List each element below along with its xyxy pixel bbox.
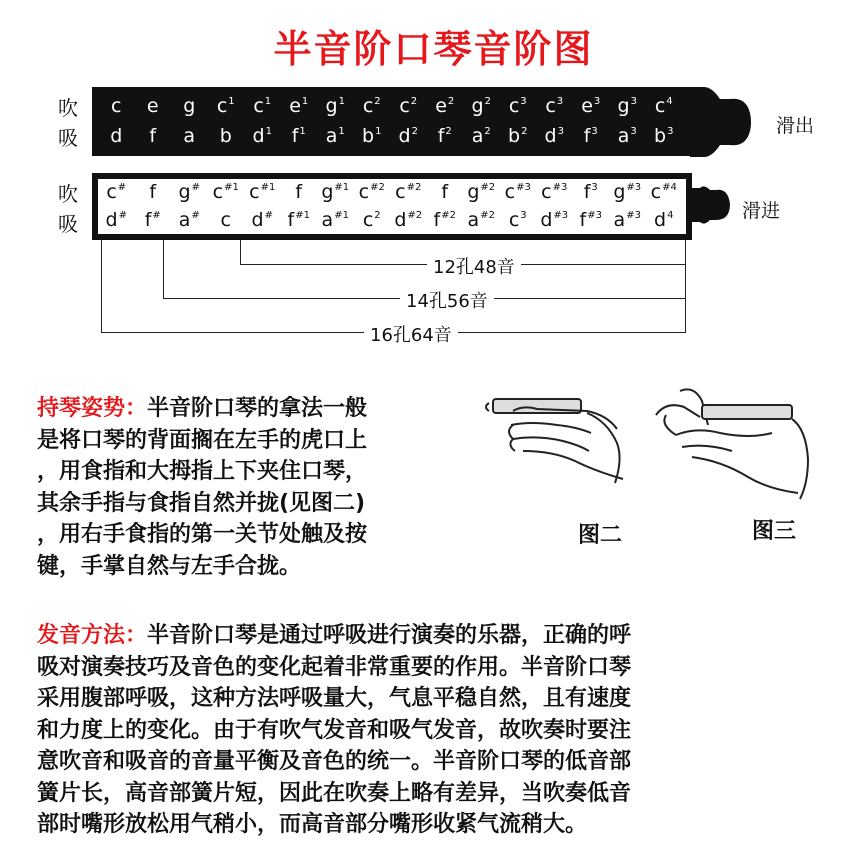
- harmonica-1-draw-note-13: $f^3$: [583, 125, 598, 147]
- harmonica-1-draw-note-0: d: [110, 125, 123, 147]
- method-line-3: 和力度上的变化。由于有吹气发音和吸气发音，故吹奏时要注: [37, 717, 632, 743]
- blow-label-2: 吹: [58, 182, 78, 206]
- harmonica-1-draw-note-12: $d^3$: [544, 125, 564, 147]
- harmonica-1-blow-note-14: $g^3$: [617, 95, 637, 117]
- harmonica-2-draw-note-10: $a^{\#2}$: [467, 209, 495, 231]
- harmonica-2-draw-note-9: $f^{\#2}$: [433, 209, 456, 231]
- harmonica-2-blow-note-15: $c^{\#4}$: [650, 181, 677, 203]
- harmonica-1-draw-note-14: $a^3$: [617, 125, 637, 147]
- harmonica-2-blow-note-1: f: [149, 181, 157, 203]
- harmonica-2-blow-note-14: $g^{\#3}$: [613, 181, 642, 203]
- harmonica-2-draw-note-1: f#: [144, 209, 161, 231]
- harmonica-2-blow-note-8: $c^{\#2}$: [395, 181, 422, 203]
- harmonica-1-blow-note-0: c: [111, 95, 122, 117]
- harmonica-1-body: [92, 87, 692, 156]
- figure-3-caption: 图三: [752, 518, 797, 544]
- harmonica-1-blow-note-6: $g^1$: [325, 95, 345, 117]
- posture-line-0: 半音阶口琴的拿法一般: [147, 396, 368, 421]
- range-right-tick: [685, 240, 686, 333]
- harmonica-1-draw-note-1: f: [149, 125, 157, 147]
- harmonica-1-draw-note-8: $d^2$: [398, 125, 418, 147]
- harmonica-1-blow-note-2: g: [183, 95, 196, 117]
- method-line-4: 意吹音和吸音的音量平衡及音色的统一。半音阶口琴的低音部: [37, 749, 632, 774]
- harmonica-2-blow-note-11: $c^{\#3}$: [504, 181, 531, 203]
- slide-button-out-icon: [690, 87, 770, 157]
- draw-label-1: 吸: [58, 126, 78, 150]
- harmonica-1-blow-note-9: $e^2$: [435, 95, 455, 117]
- hand-illustration-3: [646, 385, 816, 515]
- harmonica-1-blow-note-12: $c^3$: [545, 95, 564, 117]
- method-heading: 发音方法：: [37, 623, 148, 648]
- harmonica-1-blow-note-7: $c^2$: [362, 95, 381, 117]
- harmonica-1-draw-note-9: $f^2$: [437, 125, 452, 147]
- harmonica-2-blow-note-10: $g^{\#2}$: [467, 181, 496, 203]
- harmonica-1-blow-note-13: $e^3$: [581, 95, 601, 117]
- posture-heading: 持琴姿势：: [37, 396, 148, 421]
- harmonica-2-draw-note-14: $a^{\#3}$: [613, 209, 641, 231]
- method-paragraph: [37, 620, 837, 841]
- posture-line-3: 其余手指与食指自然并拢(见图二): [37, 490, 366, 516]
- harmonica-2-blow-note-0: c#: [106, 181, 127, 203]
- harmonica-2-draw-note-6: $a^{\#1}$: [321, 209, 349, 231]
- method-line-1: 吸对演奏技巧及音色的变化起着非常重要的作用。半音阶口琴: [37, 654, 632, 680]
- range-12-tick: [240, 240, 241, 265]
- posture-line-2: ，用食指和大拇指上下夹住口琴，: [37, 459, 368, 484]
- harmonica-1-draw-note-2: a: [183, 125, 196, 147]
- harmonica-2-draw-note-4: d#: [251, 209, 273, 231]
- harmonica-1-blow-note-1: e: [146, 95, 159, 117]
- harmonica-2-blow-note-5: f: [295, 181, 303, 203]
- range-14-label: 14孔56音: [400, 287, 494, 313]
- harmonica-2-draw-note-2: a#: [178, 209, 200, 231]
- slide-button-in-icon: [690, 180, 740, 232]
- harmonica-2-draw-note-15: $d^4$: [654, 209, 674, 231]
- harmonica-2-blow-note-2: g#: [178, 181, 200, 203]
- harmonica-2-draw-note-0: d#: [105, 209, 127, 231]
- harmonica-1-draw-row: [98, 125, 686, 147]
- harmonica-2-blow-note-7: $c^{\#2}$: [358, 181, 385, 203]
- method-line-5: 簧片长，高音部簧片短，因此在吹奏上略有差异，当吹奏低音: [37, 780, 632, 806]
- harmonica-2-draw-note-5: $f^{\#1}$: [287, 209, 310, 231]
- harmonica-2-blow-note-12: $c^{\#3}$: [541, 181, 568, 203]
- posture-paragraph: [37, 393, 477, 582]
- range-16-tick: [101, 240, 102, 333]
- harmonica-2-blow-row: [98, 181, 686, 203]
- posture-line-1: 是将口琴的背面搁在左手的虎口上: [37, 427, 368, 453]
- slide-out-label: 滑出: [776, 115, 815, 137]
- harmonica-1-draw-note-15: $b^3$: [654, 125, 674, 147]
- method-line-6: 部时嘴形放松用气稍小，而高音部分嘴形收紧气流稍大。: [37, 812, 588, 837]
- harmonica-1-blow-note-10: $g^2$: [471, 95, 491, 117]
- method-line-2: 采用腹部呼吸，这种方法呼吸量大，气息平稳自然，且有速度: [37, 686, 632, 711]
- harmonica-1-blow-note-11: $c^3$: [508, 95, 527, 117]
- harmonica-1-draw-note-5: $f^1$: [291, 125, 306, 147]
- harmonica-1-blow-note-3: $c^1$: [216, 95, 235, 117]
- harmonica-1-blow-note-15: $c^4$: [654, 95, 673, 117]
- harmonica-2-blow-note-13: $f^3$: [583, 181, 598, 203]
- posture-line-4: ，用右手食指的第一关节处触及按: [37, 522, 368, 547]
- harmonica-1-draw-note-11: $b^2$: [508, 125, 528, 147]
- harmonica-2-draw-row: [98, 209, 686, 231]
- harmonica-2-draw-note-7: $c^2$: [362, 209, 381, 231]
- harmonica-1-draw-note-6: $a^1$: [325, 125, 345, 147]
- blow-label-1: 吹: [58, 96, 78, 120]
- harmonica-2-draw-note-12: $d^{\#3}$: [540, 209, 569, 231]
- posture-line-5: 键，手掌自然与左手合拢。: [37, 553, 302, 579]
- harmonica-2-blow-note-3: $c^{\#1}$: [212, 181, 239, 203]
- harmonica-1-blow-note-4: $c^1$: [253, 95, 272, 117]
- harmonica-2-blow-note-4: $c^{\#1}$: [249, 181, 276, 203]
- harmonica-2-draw-note-3: c: [220, 209, 231, 231]
- harmonica-2-blow-note-9: f: [441, 181, 449, 203]
- harmonica-2-draw-note-11: $c^3$: [508, 209, 527, 231]
- harmonica-2-body: [92, 173, 692, 240]
- draw-label-2: 吸: [58, 212, 78, 236]
- harmonica-2-draw-note-13: $f^{\#3}$: [579, 209, 602, 231]
- method-line-0: 半音阶口琴是通过呼吸进行演奏的乐器，正确的呼: [147, 623, 632, 648]
- harmonica-1-draw-note-7: $b^1$: [362, 125, 382, 147]
- range-14-tick: [163, 240, 164, 299]
- harmonica-2-blow-note-6: $g^{\#1}$: [321, 181, 350, 203]
- slide-in-label: 滑进: [742, 200, 781, 222]
- harmonica-1-draw-note-3: b: [219, 125, 232, 147]
- range-16-label: 16孔64音: [364, 321, 458, 347]
- harmonica-2-draw-note-8: $d^{\#2}$: [394, 209, 423, 231]
- harmonica-1-blow-row: [98, 95, 686, 117]
- page-title: 半音阶口琴音阶图: [273, 27, 594, 71]
- hand-illustration-2: [483, 385, 633, 515]
- range-12-label: 12孔48音: [427, 253, 521, 279]
- harmonica-1-draw-note-10: $a^2$: [471, 125, 491, 147]
- figure-2-caption: 图二: [578, 522, 623, 548]
- harmonica-1-draw-note-4: $d^1$: [252, 125, 272, 147]
- harmonica-1-blow-note-8: $c^2$: [399, 95, 418, 117]
- harmonica-1-blow-note-5: $e^1$: [289, 95, 309, 117]
